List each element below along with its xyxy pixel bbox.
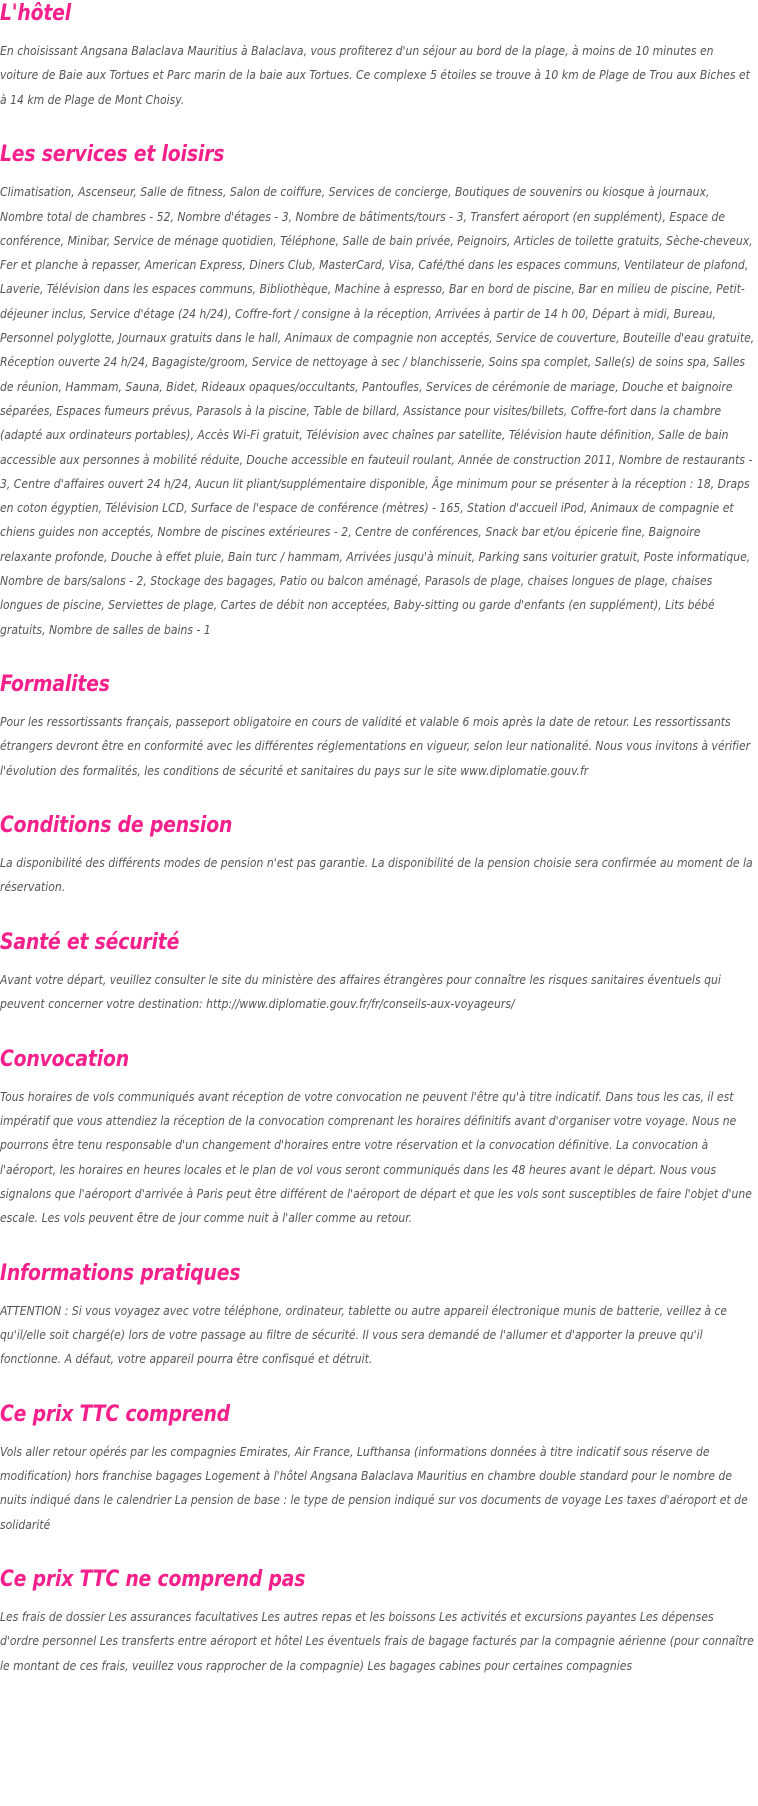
section-title-sante-securite: Santé et sécurité	[0, 928, 180, 955]
section-conditions-pension	[0, 813, 756, 900]
section-title-prix-comprend: Ce prix TTC comprend	[0, 1400, 230, 1427]
section-hotel	[0, 0, 756, 112]
section-title-informations-pratiques: Informations pratiques	[0, 1259, 241, 1286]
section-title-services-loisirs: Les services et loisirs	[0, 141, 225, 168]
section-body-prix-ne-comprend-pas: Les frais de dossier Les assurances facultatives Les autres repas et les boissons Les activités et excursions payantes Les dépenses d'ordre personnel Les transferts entre aéroport et hôtel Les éventuels frais de bagage facturés par la compagnie aérienne (pour connaître le montant de ces frais, veuillez vous rapprocher de la compagnie) Les bagages cabines pour certaines compagnies	[0, 1609, 754, 1673]
section-formalites	[0, 672, 756, 783]
section-body-convocation: Tous horaires de vols communiqués avant réception de votre convocation ne peuvent l'être qu'à titre indicatif. Dans tous les cas, il est impératif que vous attendiez la réception de la convocation comprenant les horaires définitifs avant d'organiser votre voyage. Nous ne pourrons être tenu responsable d'un changement d'horaires entre votre réservation et la convocation définitive. La convocation à l'aéroport, les horaires en heures locales et le plan de vol vous seront communiqués dans les 48 heures avant le départ. Nous vous signalons que l'aéroport d'arrivée à Paris peut être différent de l'aéroport de départ et que les vols sont susceptibles de faire l'objet d'une escale. Les vols peuvent être de jour comme nuit à l'aller comme au retour.	[0, 1088, 752, 1226]
section-services-loisirs	[0, 142, 756, 642]
section-title-convocation: Convocation	[0, 1045, 129, 1072]
section-body-prix-comprend: Vols aller retour opérés par les compagnies Emirates, Air France, Lufthansa (informations données à titre indicatif sous réserve de modification) hors franchise bagages Logement à l'hôtel Angsana Balaclava Mauritius en chambre double standard pour le nombre de nuits indiqué dans le calendrier La pension de base : le type de pension indiqué sur vos documents de voyage Les taxes d'aéroport et de solidarité	[0, 1443, 748, 1532]
section-body-services-loisirs: Climatisation, Ascenseur, Salle de fitness, Salon de coiffure, Services de concierge, Boutiques de souvenirs ou kiosque à journaux, Nombre total de chambres - 52, Nombre d'étages - 3, Nombre de bâtiments/tours - 3, Transfert aéroport (en supplément), Espace de conférence, Minibar, Service de ménage quotidien, Téléphone, Salle de bain privée, Peignoirs, Articles de toilette gratuits, Sèche-cheveux, Fer et planche à repasser, American Express, Diners Club, MasterCard, Visa, Café/thé dans les espaces communs, Ventilateur de plafond, Laverie, Télévision dans les espaces communs, Bibliothèque, Machine à espresso, Bar en bord de piscine, Bar en milieu de piscine, Petit-déjeuner inclus, Service d'étage (24 h/24), Coffre-fort / consigne à la réception, Arrivées à partir de 14 h 00, Départ à midi, Bureau, Personnel polyglotte, Journaux gratuits dans le hall, Animaux de compagnie non acceptés, Service de couverture, Bouteille d'eau gratuite, Réception ouverte 24 h/24, Bagagiste/groom, Service de nettoyage à sec / blanchisserie, Soins spa complet, Salle(s) de soins spa, Salles de réunion, Hammam, Sauna, Bidet, Rideaux opaques/occultants, Pantoufles, Services de cérémonie de mariage, Douche et baignoire séparées, Espaces fumeurs prévus, Parasols à la piscine, Table de billard, Assistance pour visites/billets, Coffre-fort dans la chambre (adapté aux ordinateurs portables), Accès Wi-Fi gratuit, Télévision avec chaînes par satellite, Télévision haute définition, Salle de bain accessible aux personnes à mobilité réduite, Douche accessible en fauteuil roulant, Année de construction 2011, Nombre de restaurants - 3, Centre d'affaires ouvert 24 h/24, Aucun lit pliant/supplémentaire disponible, Âge minimum pour se présenter à la réception : 18, Draps en coton égyptien, Télévision LCD, Surface de l'espace de conférence (mètres) - 165, Station d'accueil iPod, Animaux de compagnie et chiens guides non acceptés, Nombre de piscines extérieures - 2, Centre de conférences, Snack bar et/ou épicerie fine, Baignoire relaxante profonde, Douche à effet pluie, Bain turc / hammam, Arrivées jusqu'à minuit, Parking sans voiturier gratuit, Poste informatique, Nombre de bars/salons - 2, Stockage des bagages, Patio ou balcon aménagé, Parasols de plage, chaises longues de plage, chaises longues de piscine, Serviettes de plage, Cartes de débit non acceptées, Baby-sitting ou garde d'enfants (en supplément), Lits bébé gratuits, Nombre de salles de bains - 1	[0, 184, 755, 637]
section-title-formalites: Formalites	[0, 670, 110, 697]
section-body-informations-pratiques: ATTENTION : Si vous voyagez avec votre téléphone, ordinateur, tablette ou autre appareil électronique munis de batterie, veillez à ce qu'il/elle soit chargé(e) lors de votre passage au filtre de sécurité. Il vous sera demandé de l'allumer et d'apporter la preuve qu'il fonctionne. A défaut, votre appareil pourra être confisqué et détruit.	[0, 1302, 728, 1367]
section-body-hotel: En choisissant Angsana Balaclava Mauritius à Balaclava, vous profiterez d'un séjour au bord de la plage, à moins de 10 minutes en voiture de Baie aux Tortues et Parc marin de la baie aux Tortues. Ce complexe 5 étoiles se trouve à 10 km de Plage de Trou aux Biches et à 14 km de Plage de Mont Choisy.	[0, 43, 750, 107]
section-prix-ne-comprend-pas	[0, 1567, 756, 1678]
section-title-hotel: L'hôtel	[0, 0, 72, 26]
section-title-conditions-pension: Conditions de pension	[0, 811, 233, 838]
section-prix-comprend	[0, 1402, 756, 1537]
section-body-conditions-pension: La disponibilité des différents modes de pension n'est pas garantie. La disponibilité de la pension choisie sera confirmée au moment de la réservation.	[0, 855, 753, 895]
section-informations-pratiques	[0, 1261, 756, 1372]
section-title-prix-ne-comprend-pas: Ce prix TTC ne comprend pas	[0, 1565, 306, 1592]
section-body-sante-securite: Avant votre départ, veuillez consulter le site du ministère des affaires étrangères pour connaître les risques sanitaires éventuels qui peuvent concerner votre destination: http://www.diplomatie.gouv.fr/fr/conseils-aux-voyageurs/	[0, 971, 721, 1012]
section-sante-securite	[0, 930, 756, 1017]
section-body-formalites: Pour les ressortissants français, passeport obligatoire en cours de validité et valable 6 mois après la date de retour. Les ressortissants étrangers devront être en conformité avec les différentes réglementations en vigueur, selon leur nationalité. Nous vous invitons à vérifier l'évolution des formalités, les conditions de sécurité et sanitaires du pays sur le site www.diplomatie.gouv.fr	[0, 714, 751, 778]
section-convocation	[0, 1047, 756, 1231]
